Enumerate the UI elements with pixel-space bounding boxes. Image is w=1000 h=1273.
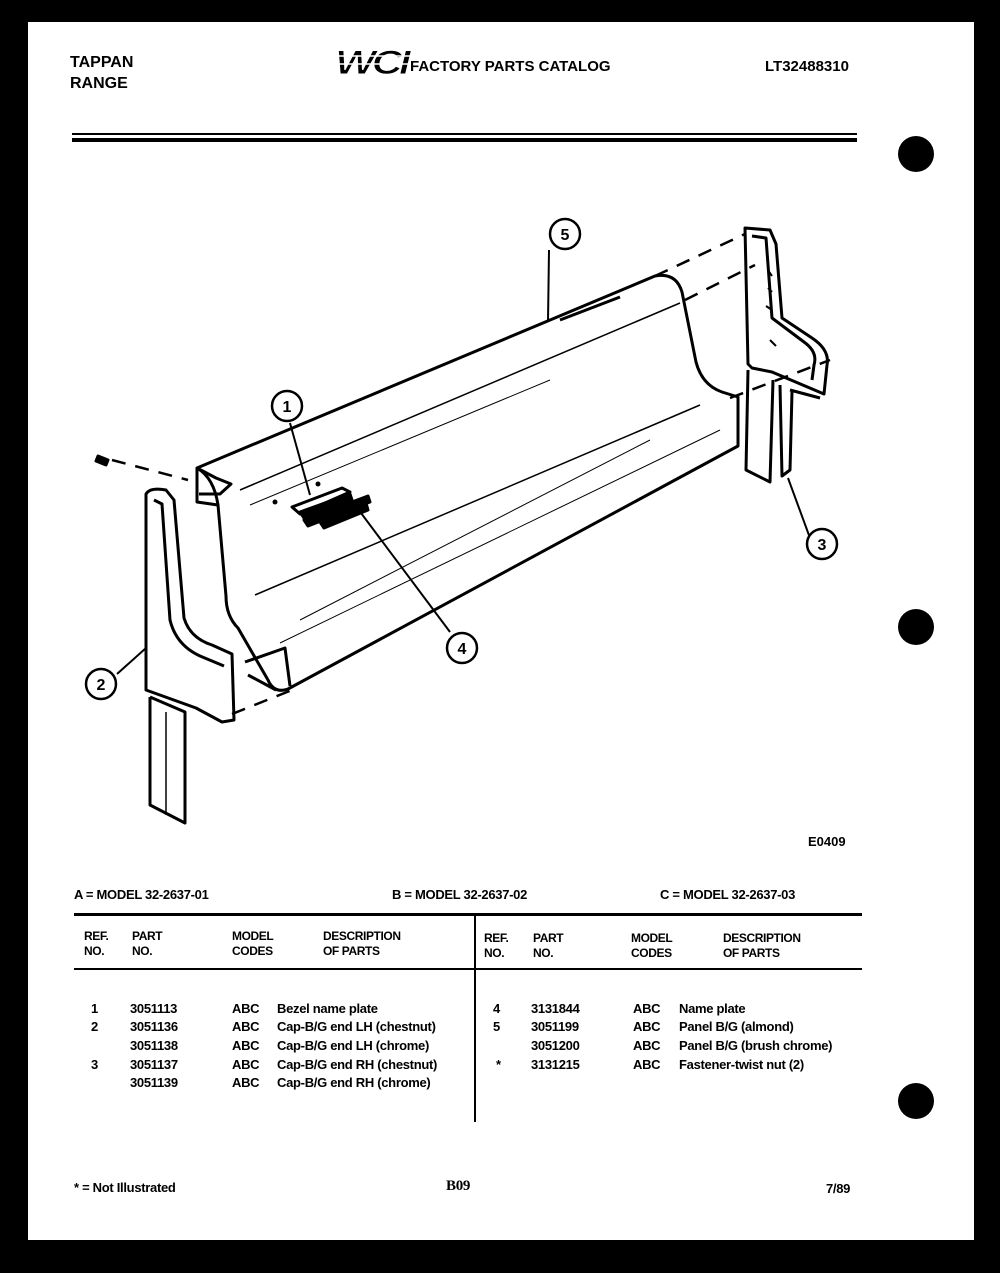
figure-code: E0409 [808,834,846,849]
part-no: 3051136 [130,1019,178,1034]
model-codes: ABC [232,1001,260,1016]
exploded-parts-diagram [60,200,860,840]
model-codes: ABC [633,1001,661,1016]
model-codes: ABC [232,1075,260,1090]
header-model-codes-left: MODEL CODES [232,929,274,958]
header-description-right: DESCRIPTION OF PARTS [723,931,801,960]
description: Cap-B/G end RH (chestnut) [277,1057,438,1072]
header-part-no-right: PART NO. [533,931,564,960]
ref-no: * [496,1057,501,1072]
header-rule-thin [72,133,857,135]
binder-hole-bottom [898,1083,934,1119]
page-number: B09 [446,1178,471,1194]
catalog-number: LT32488310 [765,58,849,75]
ref-no: 2 [91,1019,98,1034]
not-illustrated-note: * = Not Illustrated [74,1180,176,1195]
ref-no: 5 [493,1019,500,1034]
table-center-divider [474,914,476,1122]
header-rule-thick [72,138,857,142]
model-codes: ABC [232,1057,260,1072]
ref-no: 1 [91,1001,98,1016]
callout-3-label: 3 [817,537,827,554]
part-no: 3131844 [531,1001,580,1016]
part-no: 3051113 [130,1001,178,1016]
table-top-rule [74,913,862,916]
model-codes: ABC [232,1019,260,1034]
model-codes: ABC [633,1019,661,1034]
description: Cap-B/G end LH (chrome) [277,1038,429,1053]
brand-line-2: RANGE [70,75,128,92]
description: Fastener-twist nut (2) [679,1057,804,1072]
description: Cap-B/G end LH (chestnut) [277,1019,436,1034]
table-header-rule [74,968,862,970]
callout-2-label: 2 [96,677,106,694]
callout-5-label: 5 [560,227,570,244]
ref-no: 4 [493,1001,500,1016]
logo-text: WCI [335,44,413,78]
description: Panel B/G (almond) [679,1019,794,1034]
revision-date: 7/89 [826,1181,851,1196]
model-c-label: C = MODEL 32-2637-03 [660,887,796,902]
part-no: 3051137 [130,1057,178,1072]
brand-line-1: TAPPAN [70,54,134,71]
description: Name plate [679,1001,746,1016]
description: Bezel name plate [277,1001,378,1016]
model-codes: ABC [232,1038,260,1053]
binder-hole-middle [898,609,934,645]
model-codes: ABC [633,1057,661,1072]
end-cap-right [745,228,827,482]
model-b-label: B = MODEL 32-2637-02 [392,887,528,902]
wci-logo [333,44,413,78]
part-no: 3051138 [130,1038,178,1053]
binder-hole-top [898,136,934,172]
model-a-label: A = MODEL 32-2637-01 [74,887,209,902]
screw [96,456,108,465]
header-description-left: DESCRIPTION OF PARTS [323,929,401,958]
callout-4-label: 4 [457,641,467,658]
part-no: 3131215 [531,1057,580,1072]
part-no: 3051199 [531,1019,579,1034]
ref-no: 3 [91,1057,98,1072]
backguard-panel [197,275,738,690]
header-ref-no-left: REF. NO. [84,929,109,958]
description: Cap-B/G end RH (chrome) [277,1075,431,1090]
callout-1-label: 1 [282,399,292,416]
catalog-title: FACTORY PARTS CATALOG [410,58,611,75]
header-part-no-left: PART NO. [132,929,163,958]
part-no: 3051200 [531,1038,580,1053]
model-codes: ABC [633,1038,661,1053]
part-no: 3051139 [130,1075,178,1090]
header-ref-no-right: REF. NO. [484,931,509,960]
description: Panel B/G (brush chrome) [679,1038,833,1053]
header-model-codes-right: MODEL CODES [631,931,673,960]
